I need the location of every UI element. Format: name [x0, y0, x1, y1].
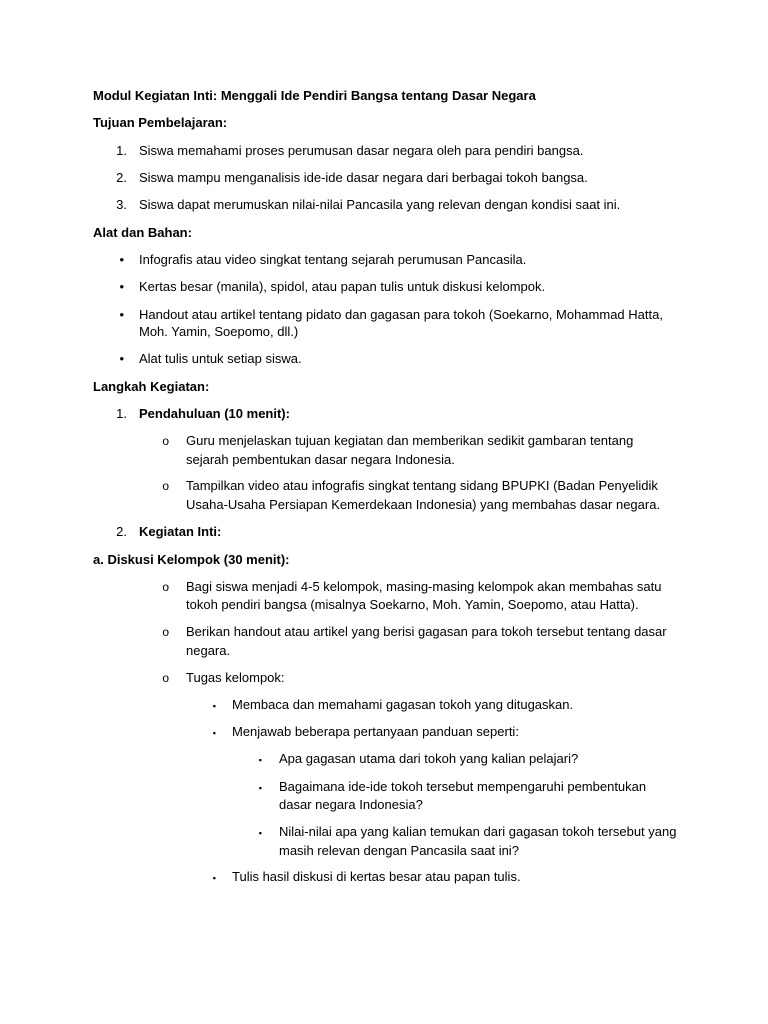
list-number: 2.	[116, 524, 127, 539]
list-item: Membaca dan memahami gagasan tokoh yang ditugaskan.	[232, 697, 574, 712]
list-item: Alat tulis untuk setiap siswa.	[139, 351, 302, 366]
section-heading-diskusi: a. Diskusi Kelompok (30 menit):	[93, 552, 290, 567]
square-bullet-icon: ▪	[258, 755, 262, 765]
bullet-icon: •	[119, 279, 124, 294]
list-item: Siswa mampu menganalisis ide-ide dasar negara dari berbagai tokoh bangsa.	[139, 170, 588, 185]
list-item-continuation: Usaha-Usaha Persiapan Kemerdekaan Indonesia) yang membahas dasar negara.	[186, 497, 661, 512]
list-item-continuation: negara.	[186, 643, 231, 658]
list-item-continuation: masih relevan dengan Pancasila saat ini?	[279, 843, 519, 858]
square-bullet-icon: ▪	[212, 728, 216, 738]
list-item: Tugas kelompok:	[186, 670, 285, 685]
circle-bullet-icon: o	[162, 434, 169, 448]
section-heading-langkah: Langkah Kegiatan:	[93, 379, 210, 394]
list-item: Guru menjelaskan tujuan kegiatan dan memberikan sedikit gambaran tentang	[186, 433, 634, 448]
list-item: Bagaimana ide-ide tokoh tersebut mempengaruhi pembentukan	[279, 779, 647, 794]
circle-bullet-icon: o	[162, 625, 169, 639]
list-number: 2.	[116, 170, 127, 185]
square-bullet-icon: ▪	[258, 828, 262, 838]
list-item: Kertas besar (manila), spidol, atau papan tulis untuk diskusi kelompok.	[139, 279, 546, 294]
step-title: Pendahuluan (10 menit):	[139, 406, 290, 421]
square-bullet-icon: ▪	[258, 783, 262, 793]
document-title: Modul Kegiatan Inti: Menggali Ide Pendiri Bangsa tentang Dasar Negara	[93, 88, 536, 103]
circle-bullet-icon: o	[162, 580, 169, 594]
list-number: 1.	[116, 143, 127, 158]
list-item-continuation: Moh. Yamin, Soepomo, dll.)	[139, 324, 299, 339]
list-number: 1.	[116, 406, 127, 421]
square-bullet-icon: ▪	[212, 873, 216, 883]
list-number: 3.	[116, 197, 127, 212]
list-item-continuation: dasar negara Indonesia?	[279, 797, 423, 812]
list-item: Siswa dapat merumuskan nilai-nilai Pancasila yang relevan dengan kondisi saat ini.	[139, 197, 621, 212]
list-item: Bagi siswa menjadi 4-5 kelompok, masing-masing kelompok akan membahas satu	[186, 579, 662, 594]
bullet-icon: •	[119, 351, 124, 366]
list-item-continuation: tokoh pendiri bangsa (misalnya Soekarno, Moh. Yamin, Soepomo, atau Hatta).	[186, 597, 639, 612]
list-item: Siswa memahami proses perumusan dasar negara oleh para pendiri bangsa.	[139, 143, 584, 158]
square-bullet-icon: ▪	[212, 701, 216, 711]
list-item: Menjawab beberapa pertanyaan panduan seperti:	[232, 724, 519, 739]
section-heading-tujuan: Tujuan Pembelajaran:	[93, 115, 228, 130]
list-item: Handout atau artikel tentang pidato dan gagasan para tokoh (Soekarno, Mohammad Hatta,	[139, 307, 663, 322]
bullet-icon: •	[119, 307, 124, 322]
section-heading-alat: Alat dan Bahan:	[93, 225, 192, 240]
list-item: Apa gagasan utama dari tokoh yang kalian pelajari?	[279, 751, 579, 766]
list-item-continuation: sejarah pembentukan dasar negara Indonesia.	[186, 452, 455, 467]
circle-bullet-icon: o	[162, 671, 169, 685]
list-item: Tulis hasil diskusi di kertas besar atau papan tulis.	[232, 869, 521, 884]
list-item: Tampilkan video atau infografis singkat tentang sidang BPUPKI (Badan Penyelidik	[186, 478, 658, 493]
list-item: Nilai-nilai apa yang kalian temukan dari gagasan tokoh tersebut yang	[279, 824, 677, 839]
list-item: Infografis atau video singkat tentang sejarah perumusan Pancasila.	[139, 252, 527, 267]
list-item: Berikan handout atau artikel yang berisi gagasan para tokoh tersebut tentang dasar	[186, 624, 667, 639]
circle-bullet-icon: o	[162, 479, 169, 493]
step-title: Kegiatan Inti:	[139, 524, 222, 539]
bullet-icon: •	[119, 252, 124, 267]
